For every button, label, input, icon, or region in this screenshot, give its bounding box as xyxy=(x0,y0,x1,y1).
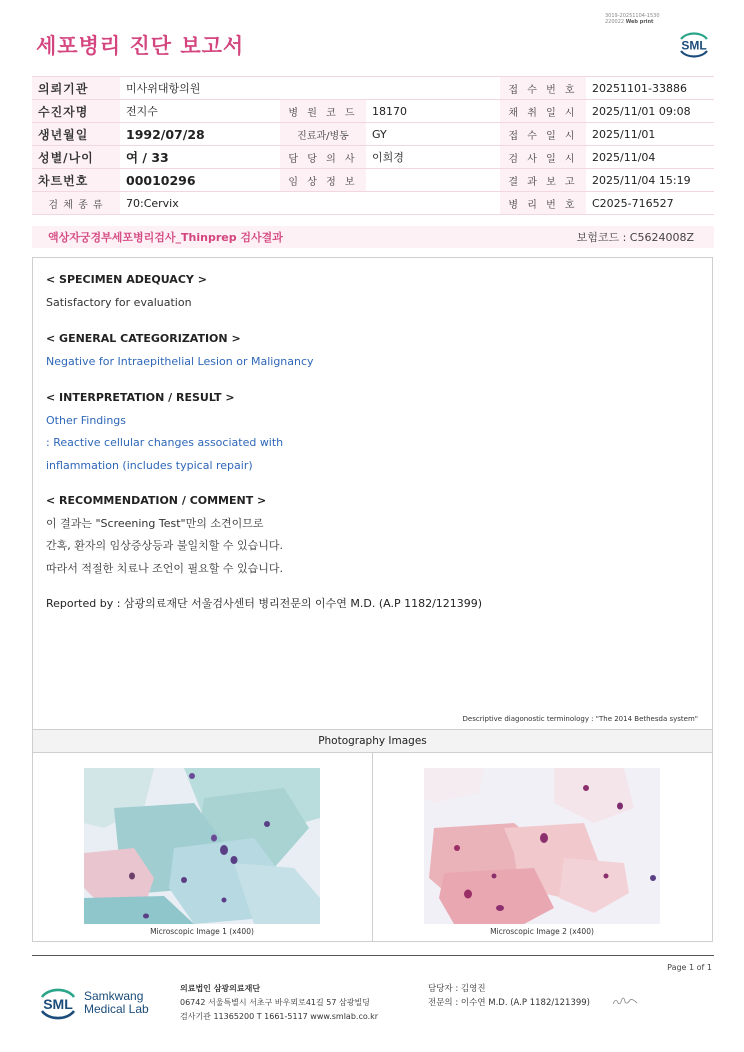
info-label: 담 당 의 사 xyxy=(280,146,366,169)
org-address: 06742 서울특별시 서초구 바우뫼로41길 57 삼광빌딩 xyxy=(180,998,370,1007)
info-label: 채 취 일 시 xyxy=(500,100,586,123)
adequacy-heading: < SPECIMEN ADEQUACY > xyxy=(46,273,207,286)
sml-logo-icon xyxy=(675,27,713,61)
info-value: 2025/11/01 xyxy=(586,123,714,146)
info-value: 1992/07/28 xyxy=(120,123,280,146)
staff-info xyxy=(428,982,590,1010)
sml-footer-logo-text: SML xyxy=(43,996,73,1012)
brand-line-1: Samkwang xyxy=(84,989,144,1003)
info-label: 검 사 일 시 xyxy=(500,146,586,169)
info-label: 임 상 정 보 xyxy=(280,169,366,192)
info-value: 전지수 xyxy=(120,100,280,123)
terminology-note: Descriptive diagonostic terminology : "The 2014 Bethesda system" xyxy=(462,715,698,723)
microscopic-image-2 xyxy=(424,768,660,924)
info-value: C2025-716527 xyxy=(586,192,714,215)
print-meta-line1: 3019-20251104-1530 xyxy=(605,13,660,19)
sml-logo-text: SML xyxy=(681,38,707,53)
print-meta-line2 xyxy=(605,19,695,25)
recommendation-line: 이 결과는 "Screening Test"만의 소견이므로 xyxy=(46,516,264,530)
info-value: 여 / 33 xyxy=(120,146,280,169)
info-label: 결 과 보 고 xyxy=(500,169,586,192)
photo-caption-1: Microscopic Image 1 (x400) xyxy=(150,927,254,936)
print-meta-code: 220022 xyxy=(605,19,625,25)
info-value: 미사위대항의원 xyxy=(120,77,500,100)
test-name: 액상자궁경부세포병리검사_Thinprep 검사결과 xyxy=(48,231,283,244)
org-contact: 검사기관 11365200 T 1661-5117 www.smlab.co.kr xyxy=(180,1012,379,1021)
brand-line-2: Medical Lab xyxy=(84,1002,149,1016)
adequacy-text: Satisfactory for evaluation xyxy=(46,295,192,309)
recommendation-line: 따라서 적절한 치료나 조언이 필요할 수 있습니다. xyxy=(46,561,283,575)
print-meta-label: Web print xyxy=(625,19,654,25)
patient-info-table xyxy=(32,76,714,215)
interpretation-line: Other Findings xyxy=(46,413,127,427)
info-value: 2025/11/04 xyxy=(586,146,714,169)
organization-info xyxy=(180,982,378,1024)
staff-manager: 담당자 : 김영진 xyxy=(428,984,486,994)
report-title: 세포병리 진단 보고서 xyxy=(36,34,245,58)
interpretation-heading: < INTERPRETATION / RESULT > xyxy=(46,391,235,404)
brand-name xyxy=(84,990,149,1016)
info-value: 18170 xyxy=(366,100,500,123)
photo-caption-2: Microscopic Image 2 (x400) xyxy=(490,927,594,936)
signature-image xyxy=(612,995,638,1007)
info-label: 진료과/병동 xyxy=(280,123,366,146)
photo-divider xyxy=(372,753,373,942)
info-value: 2025/11/04 15:19 xyxy=(586,169,714,192)
info-row xyxy=(32,169,714,192)
test-bar xyxy=(32,226,714,248)
print-meta xyxy=(605,13,695,25)
page-number: Page 1 of 1 xyxy=(667,963,712,972)
reported-by: Reported by : 삼광의료재단 서울검사센터 병리전문의 이수연 M.D. (A.P 1182/121399) xyxy=(46,597,483,610)
footer-divider xyxy=(32,955,714,956)
info-label: 수진자명 xyxy=(32,100,120,123)
info-label: 검 체 종 류 xyxy=(32,192,120,215)
info-value: 이희경 xyxy=(366,146,500,169)
interpretation-line: inflammation (includes typical repair) xyxy=(46,458,253,472)
org-name: 의료법인 삼광의료재단 xyxy=(180,984,261,993)
info-value xyxy=(366,169,500,192)
info-label: 접 수 번 호 xyxy=(500,77,586,100)
report-box xyxy=(32,257,713,942)
info-label: 접 수 일 시 xyxy=(500,123,586,146)
microscopic-image-1 xyxy=(84,768,320,924)
categorization-heading: < GENERAL CATEGORIZATION > xyxy=(46,332,241,345)
recommendation-heading: < RECOMMENDATION / COMMENT > xyxy=(46,494,267,507)
info-row xyxy=(32,123,714,146)
sml-footer-logo-icon xyxy=(36,983,80,1023)
interpretation-line: : Reactive cellular changes associated with xyxy=(46,436,284,449)
info-label: 차트번호 xyxy=(32,169,120,192)
recommendation-line: 간혹, 환자의 임상증상등과 불일치할 수 있습니다. xyxy=(46,539,283,552)
categorization-text: Negative for Intraepithelial Lesion or Malignancy xyxy=(46,354,314,368)
info-value: 20251101-33886 xyxy=(586,77,714,100)
photo-header: Photography Images xyxy=(33,729,712,753)
insurance-code: 보험코드 : C5624008Z xyxy=(576,231,694,244)
info-value: 70:Cervix xyxy=(120,192,500,215)
info-row xyxy=(32,146,714,169)
info-row xyxy=(32,100,714,123)
info-label: 성별/나이 xyxy=(32,146,120,169)
info-label: 병 리 번 호 xyxy=(500,192,586,215)
info-label: 의뢰기관 xyxy=(32,77,120,100)
info-label: 생년월일 xyxy=(32,123,120,146)
info-label: 병 원 코 드 xyxy=(280,100,366,123)
info-row xyxy=(32,77,714,100)
staff-pathologist: 전문의 : 이수연 M.D. (A.P 1182/121399) xyxy=(428,998,590,1008)
info-row xyxy=(32,192,714,215)
info-value: GY xyxy=(366,123,500,146)
report-content xyxy=(46,269,696,616)
info-value: 2025/11/01 09:08 xyxy=(586,100,714,123)
info-value: 00010296 xyxy=(120,169,280,192)
